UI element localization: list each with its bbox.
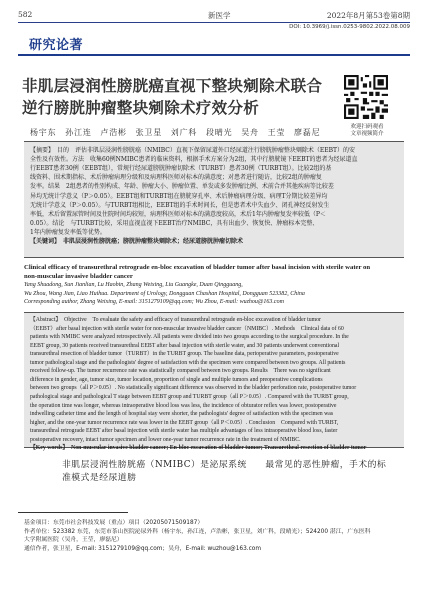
- footnote-line: 通信作者，张卫星，E-mail: 3151279109@qq.com；吴舟，E-mail: wuzhou@163.com: [24, 545, 261, 552]
- en-abstract-line: between two groups（all P＞0.05）. No statistically significant difference was observed in the bladder perforation rate, postoperative tumor: [30, 385, 357, 392]
- cn-abstract-line: 0.05）。结论 与TURBT比较，采用直视直视下EEBT治疗NMIBC，具有出血少、恢复快、肿瘤标本完整、: [30, 219, 319, 227]
- en-abstract-line: （EEBT）after basal injection with sterile water for non-muscular invasive bladder cancer（NMIBC）. Methods Clinical data of 60: [30, 325, 344, 332]
- page-number: 582: [18, 10, 33, 19]
- qr-caption: [337, 124, 397, 138]
- cn-keywords: 【关键词】 非肌层浸润性膀胱癌；膀胱肿瘤整块剜除术；经尿道膀胱肿瘤切除术: [30, 238, 244, 245]
- cn-abstract-line: 异均无统计学意义（P＞0.05）。EEBT组和TURBT组在膀胱穿孔率、术后肿瘤病理分级、病理T分期比较差异均: [30, 192, 328, 200]
- en-abstract-line: the operation time was longer, whereas intraoperative blood loss was less, the incidence of obturator reflex was lower, postoperative: [30, 402, 337, 409]
- en-authors-line: Yang Shuadong, Sun Jianlian, Lu Haobin, Zhang Weixing, Liu Guangke, Duan Qingguang,: [24, 282, 243, 288]
- cn-abstract-line: 线资料、围术期指标、术后肿瘤病理分级和及病理科医师对标本的满意度；对患者进行随访，比较2组的肿瘤复: [30, 174, 322, 182]
- en-abstract-line: pathological stage and pathological T stage between EEBT group and TURBT group（all P＞0.05）. Compared with the TURBT group,: [30, 393, 349, 400]
- en-title-line: non-muscular invasive bladder cancer: [24, 273, 133, 280]
- en-abstract-line: received follow-up. The tumor recurrence rate was statistically compared between two groups. Results There was no significant: [30, 368, 331, 375]
- section-rule: [18, 54, 410, 56]
- footnote-line: 大学附属医院（吴舟，王莹，廖磊尼）: [24, 537, 123, 543]
- cn-abstract-line: 行EEBT患者30例（EEBT组），常规行经尿道膀胱肿瘤切除术（TURBT）患者30例（TURBT组）。比较2组的基: [30, 165, 332, 173]
- en-abstract-line: EEBT group, 30 patients received transurethral EEBT after basal injection with sterile water, and 30 patients underwent conventional: [30, 342, 340, 349]
- english-title: [24, 263, 404, 281]
- en-keywords: 【Key words】 Non-muscular invasive bladder cancer; En-bloc excavation of bladder tumor; Transurethral resection of bladder tumor: [30, 445, 367, 452]
- doi: DOI: 10.3969/j.issn.0253-9802.2022.08.009: [289, 24, 410, 30]
- cn-abstract-line: 【摘要】 目的 评估非肌层浸润性膀胱癌（NMIBC）直视下保留尿道外口经尿道注行膀胱肿瘤整块剜除术（EEBT）的安: [30, 147, 356, 154]
- en-abstract-line: 【Abstract】 Objective To evaluate the safety and efficacy of transurethral retrograde en-bloc excavation of bladder tumor: [30, 317, 321, 323]
- cn-abstract-line: 全性及有效性。方法 收集60例NMIBC患者的临床资料，根据手术方案分为2组，其中行膀胱镜下EEBT的患者为经尿道直: [30, 156, 358, 164]
- en-abstract-line: patients with NMIBC were analyzed retrospectively. All patients were divided into two groups according to the surgical procedure. In the: [30, 334, 349, 341]
- en-authors-line: Wu Zhou, Wang Jian, Liao Huihua. Department of Urology, Dongguan Chashan Hospital, Dongguan 523382, China: [24, 290, 305, 297]
- qr-code-icon[interactable]: [344, 75, 388, 119]
- en-authors-line: Corresponding author, Zhang Weixing, E-mail: 3151279109@qq.com; Wu Zhou, E-mail: wuzhou@163.com: [24, 299, 284, 306]
- footnote-line: 作者单位：523382 东莞，东莞市茶山医院泌尿外科（杨宇东，孙江连，卢浩彬，张卫星，刘广科，段晴光）；524200 湛江，广东医科: [24, 528, 371, 535]
- en-title-line: Clinical efficacy of transurethral retrograde en-bloc excavation of bladder tumor after basal incision with sterile water on: [24, 264, 371, 271]
- journal-name: 新医学: [208, 11, 231, 20]
- en-abstract-line: tumor pathological stage and the pathologists' degree of satisfaction with the specimen were compared between two groups. All patients: [30, 359, 346, 366]
- qr-caption-line: 欢迎扫码观看: [350, 124, 384, 130]
- footnote-line: 基金项目：东莞市社会科技发展（重点）项目（20205071509187）: [24, 520, 204, 526]
- article-title-line-2: 逆行膀胱肿瘤整块剜除术疗效分析: [22, 99, 260, 117]
- footnote-rule: [18, 512, 128, 513]
- en-abstract-line: transurethral retrograde EEBT after basal injection with sterile water has multiple advantages of less intraoperative blood loss, faster: [30, 428, 338, 435]
- cn-abstract-line: 1年内肿瘤复发率低等优势。: [30, 228, 106, 236]
- cn-abstract-line: 率低，术后留置尿管时间及住院时间均较短，病理科医师对标本的满意度较高，术后1年内肿瘤复发率较低（P＜: [30, 210, 326, 218]
- body-text: 非肌层浸润性膀胱癌（NMIBC）是泌尿系统 最常见的恶性肿瘤，手术的标准模式是经尿道膀: [62, 460, 387, 483]
- en-abstract-line: indwelling catheter time and the length of hospital stay were shorter, the pathologists' degree of satisfaction with the specimen was: [30, 411, 334, 418]
- cn-abstract-line: 无统计学意义（P＞0.05）。与TURBT组相比，EEBT组的手术时间长，但是患者术中失血少、闭孔神经反射发生: [30, 201, 330, 209]
- cn-abstract-line: 发率。结果 2组患者的性别构成、年龄、肿瘤大小、肿瘤位置、单发或多发肿瘤比例、术前合并其他疾病等比较差: [30, 183, 334, 191]
- section-label: 研究论著: [29, 38, 84, 53]
- chinese-abstract: [24, 141, 404, 258]
- en-abstract-line: difference in gender, age, tumor size, tumor location, proportion of single and multiple tumors and preoperative complications: [30, 376, 323, 383]
- authors-cn: 杨宇东 孙江连 卢浩彬 张卫星 刘广科 段晴光 吴舟 王莹 廖磊尼: [30, 128, 321, 137]
- english-authors: [24, 281, 404, 307]
- en-abstract-line: higher, and the one-year tumor recurrence rate was lower in the EEBT group（all P＜0.05）. Conclusion Compared with TURBT,: [30, 419, 339, 426]
- journal-issue: 2022年8月第53卷第8期: [326, 11, 410, 20]
- english-abstract: [24, 312, 404, 452]
- en-abstract-line: transurethral resection of bladder tumor（TURBT）in the TURBT group. The baseline data, perioperative parameters, postoperative: [30, 351, 339, 358]
- article-title-line-1: 非肌层浸润性膀胱癌直视下整块剜除术联合: [22, 77, 323, 95]
- en-abstract-line: postoperative recovery, intact tumor specimen and lower one-year tumor recurrence rate in the treatment of NMIBC.: [30, 436, 301, 443]
- running-head: [18, 8, 410, 23]
- qr-caption-line: 文章视频简介: [350, 131, 384, 137]
